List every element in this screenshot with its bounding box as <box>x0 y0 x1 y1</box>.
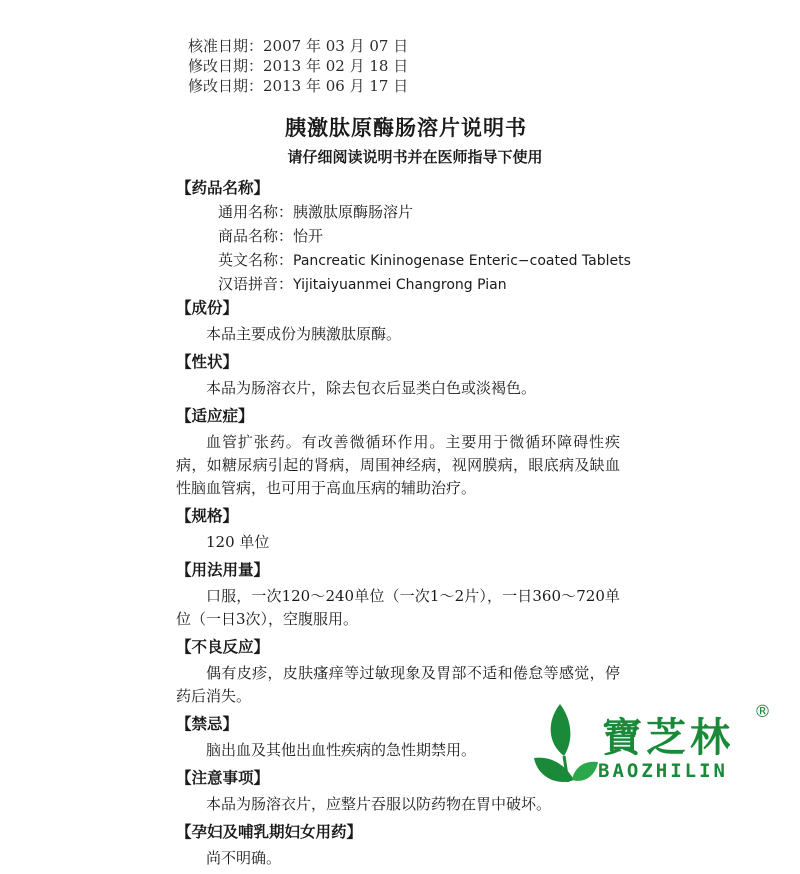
english-name-value: Pancreatic Kininogenase Enteric−coated Tablets <box>293 253 631 269</box>
approval-date: 核准日期：2007 年 03 月 07 日 <box>188 37 409 55</box>
section-heading-contraindications: 【禁忌】 <box>176 714 239 733</box>
contraindications-text: 脑出血及其他出血性疾病的急性期禁用。 <box>206 741 477 759</box>
adverse-reactions-text: 偶有皮疹，皮肤瘙痒等过敏现象及胃部不适和倦怠等感觉，停药后消失。 <box>176 664 620 705</box>
section-heading-ingredients: 【成份】 <box>176 298 239 317</box>
section-heading-drug-name: 【药品名称】 <box>176 178 270 197</box>
trade-name: 商品名称：怡开 <box>218 227 324 245</box>
description-text: 本品为肠溶衣片，除去包衣后显类白色或淡褐色。 <box>206 379 537 397</box>
dosage-text: 口服，一次120～240单位（一次1～2片），一日360～720单位（一日3次），空腹服用。 <box>176 587 620 628</box>
approval-dates <box>188 36 408 96</box>
section-heading-adverse-reactions: 【不良反应】 <box>176 637 270 656</box>
section-heading-description: 【性状】 <box>176 352 239 371</box>
document-title: 胰激肽原酶肠溶片说明书 <box>285 115 527 140</box>
generic-name: 通用名称：胰激肽原酶肠溶片 <box>218 203 414 221</box>
brand-logo <box>530 700 790 790</box>
indications-text: 血管扩张药。有改善微循环作用。主要用于微循环障碍性疾病，如糖尿病引起的肾病，周围神经病，视网膜病，眼底病及缺血性脑血管病，也可用于高血压病的辅助治疗。 <box>176 433 620 497</box>
precautions-text: 本品为肠溶衣片，应整片吞服以防药物在胃中破坏。 <box>206 795 552 813</box>
section-heading-indications: 【适应症】 <box>176 406 254 425</box>
section-heading-specification: 【规格】 <box>176 506 239 525</box>
registered-mark: ® <box>754 702 771 722</box>
leaf-logo-icon <box>530 700 602 790</box>
section-heading-precautions: 【注意事项】 <box>176 768 270 787</box>
ingredients-text: 本品主要成份为胰激肽原酶。 <box>206 325 402 343</box>
section-heading-pregnancy: 【孕妇及哺乳期妇女用药】 <box>176 822 363 841</box>
section-heading-dosage: 【用法用量】 <box>176 560 270 579</box>
specification-text: 120 单位 <box>206 533 270 551</box>
english-name-label: 英文名称： <box>218 251 294 269</box>
logo-english-text: BAOZHILIN <box>598 760 728 782</box>
logo-chinese-text: 寶芝林 <box>602 714 734 761</box>
pinyin-name-value: Yijitaiyuanmei Changrong Pian <box>293 277 507 293</box>
pinyin-name <box>176 272 620 296</box>
pregnancy-text: 尚不明确。 <box>206 849 282 867</box>
document-subtitle: 请仔细阅读说明书并在医师指导下使用 <box>287 148 543 166</box>
pinyin-name-label: 汉语拼音： <box>218 275 294 293</box>
revision-date-1: 修改日期：2013 年 02 月 18 日 <box>188 57 409 75</box>
revision-date-2: 修改日期：2013 年 06 月 17 日 <box>188 77 409 95</box>
english-name <box>176 248 631 272</box>
